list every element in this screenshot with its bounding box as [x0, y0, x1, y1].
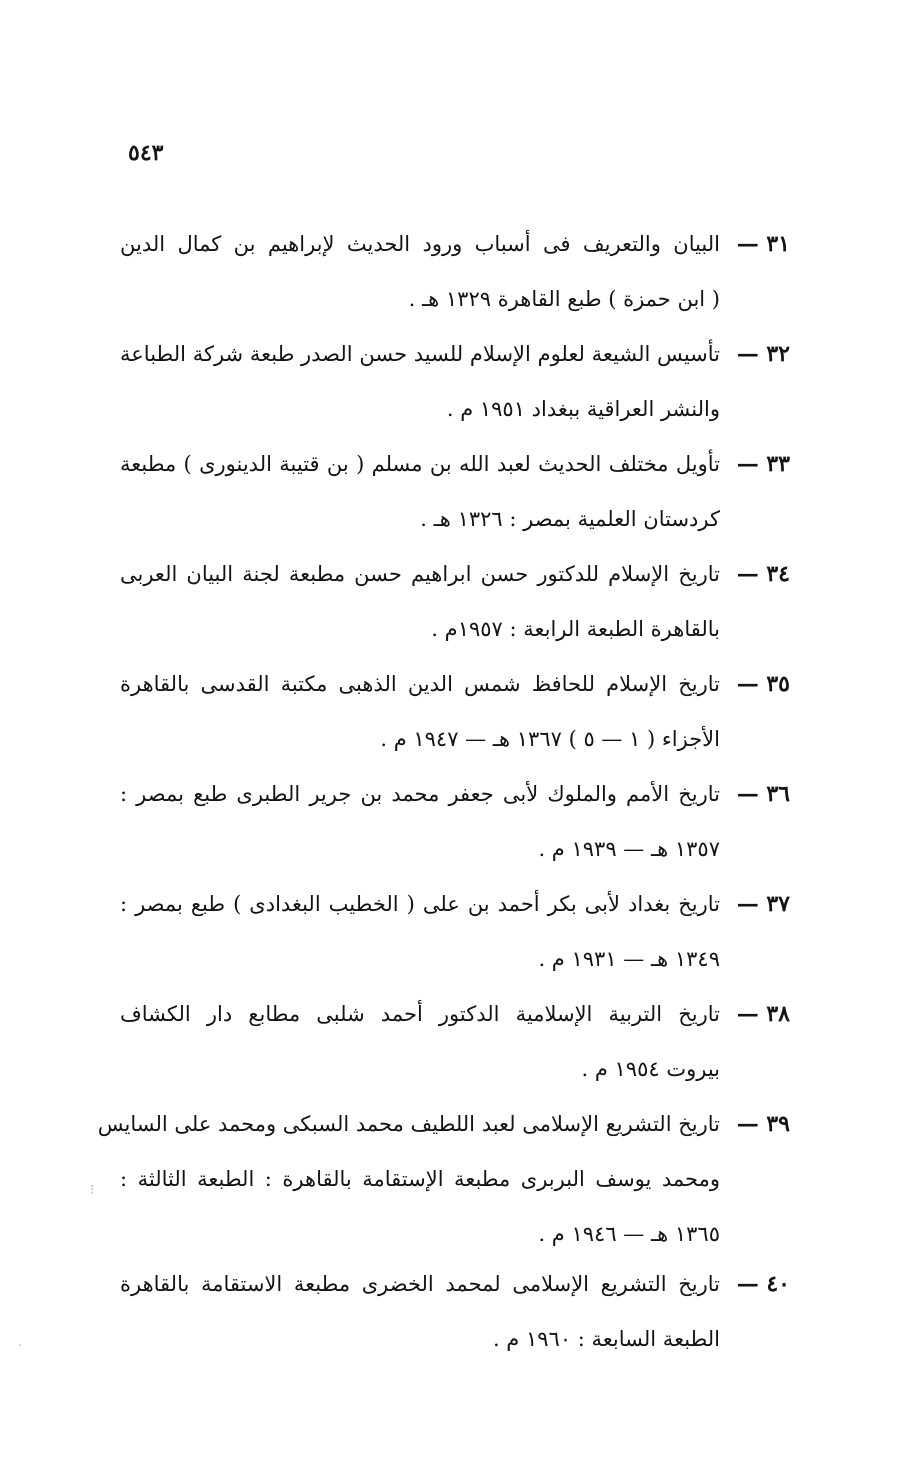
scan-speck: · [18, 1338, 23, 1354]
entry-line: والنشر العراقية ببغداد ١٩٥١ م . [446, 397, 720, 421]
entry-text [97, 1102, 720, 1267]
entry-line: ١٣٦٥ هـ — ١٩٤٦ م . [538, 1222, 720, 1246]
entry-line: الطبعة السابعة : ١٩٦٠ م . [492, 1327, 720, 1351]
bibliography-entry [120, 332, 790, 442]
bibliography-list [97, 222, 790, 1372]
entry-text [120, 772, 720, 882]
entry-line: تاريخ الإسلام للدكتور حسن ابراهيم حسن مطبعة لجنة البيان العربى [120, 562, 720, 586]
entry-number: ٣٥ — [736, 671, 790, 697]
entry-line: الأجزاء ( ١ — ٥ ) ١٣٦٧ هـ — ١٩٤٧ م . [380, 727, 720, 751]
entry-number: ٣٤ — [736, 561, 790, 587]
bibliography-entry [120, 772, 790, 882]
entry-number: ٣٣ — [736, 451, 790, 477]
entry-line: البيان والتعريف فى أسباب ورود الحديث لإبراهيم بن كمال الدين [120, 232, 720, 256]
entry-line: ١٣٥٧ هـ — ١٩٣٩ م . [538, 837, 720, 861]
scan-speck: ⁝ [90, 1182, 95, 1198]
entry-number: ٣١ — [736, 231, 790, 257]
bibliography-entry [97, 1102, 790, 1262]
entry-number: ٣٦ — [736, 781, 790, 807]
entry-line: كردستان العلمية بمصر : ١٣٢٦ هـ . [420, 507, 720, 531]
entry-number: ٣٨ — [736, 1001, 790, 1027]
entry-text [120, 332, 720, 442]
bibliography-entry [120, 662, 790, 772]
entry-number: ٣٢ — [736, 341, 790, 367]
bibliography-entry [120, 992, 790, 1102]
bibliography-entry [120, 1262, 790, 1372]
entry-line: بالقاهرة الطبعة الرابعة : ١٩٥٧م . [431, 617, 720, 641]
bibliography-entry [120, 442, 790, 552]
entry-line: تاريخ التربية الإسلامية الدكتور أحمد شلبى مطابع دار الكشاف [120, 1002, 720, 1026]
entry-text [120, 552, 720, 662]
entry-line: بيروت ١٩٥٤ م . [581, 1057, 720, 1081]
entry-line: ( ابن حمزة ) طبع القاهرة ١٣٢٩ هـ . [408, 287, 720, 311]
entry-text [120, 222, 720, 332]
entry-line: تأسيس الشيعة لعلوم الإسلام للسيد حسن الصدر طبعة شركة الطباعة [120, 342, 720, 366]
page-number: ٥٤٣ [128, 140, 164, 166]
entry-number: ٤٠ — [736, 1271, 790, 1297]
entry-text [120, 992, 720, 1102]
entry-text [120, 1262, 720, 1372]
entry-number: ٣٩ — [736, 1111, 790, 1137]
bibliography-entry [120, 552, 790, 662]
entry-text [120, 882, 720, 992]
entry-line: تاريخ بغداد لأبى بكر أحمد بن على ( الخطيب البغدادى ) طبع بمصر : [120, 892, 720, 916]
entry-line: تاريخ التشريع الإسلامى لعبد اللطيف محمد السبكى ومحمد على السايس [97, 1112, 720, 1136]
entry-line: ومحمد يوسف البربرى مطبعة الإستقامة بالقاهرة : الطبعة الثالثة : [120, 1167, 720, 1191]
entry-number: ٣٧ — [736, 891, 790, 917]
bibliography-entry [120, 222, 790, 332]
entry-text [120, 662, 720, 772]
bibliography-entry [120, 882, 790, 992]
entry-line: تأويل مختلف الحديث لعبد الله بن مسلم ( بن قتيبة الدينورى ) مطبعة [120, 452, 720, 476]
entry-text [120, 442, 720, 552]
entry-line: تاريخ التشريع الإسلامى لمحمد الخضرى مطبعة الاستقامة بالقاهرة [120, 1272, 720, 1296]
entry-line: ١٣٤٩ هـ — ١٩٣١ م . [538, 947, 720, 971]
entry-line: تاريخ الأمم والملوك لأبى جعفر محمد بن جرير الطبرى طبع بمصر : [120, 782, 720, 806]
entry-line: تاريخ الإسلام للحافظ شمس الدين الذهبى مكتبة القدسى بالقاهرة [120, 672, 720, 696]
